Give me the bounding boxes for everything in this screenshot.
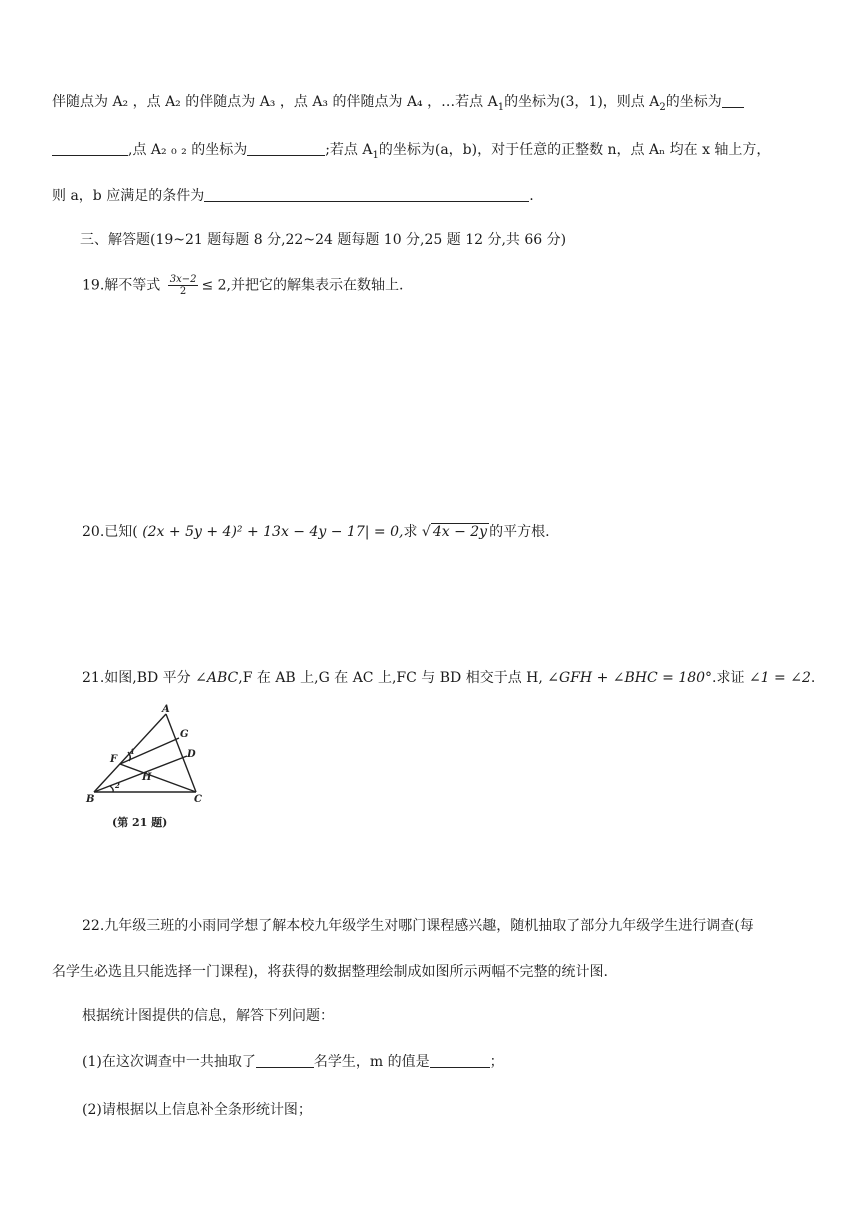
q18-blank-condition[interactable] — [204, 187, 529, 202]
q21-triangle-figure — [84, 702, 224, 834]
q18-blank-a2[interactable] — [722, 93, 744, 108]
q22-line2 — [52, 962, 860, 982]
q18-text-4: ,点 A₂ ₀ ₂ 的坐标为 — [128, 142, 248, 158]
q20-sqrt: √ 4x − 2y — [421, 524, 488, 540]
q22-sub2-text: (2)请根据以上信息补全条形统计图； — [82, 1102, 312, 1118]
q18-line2 — [52, 140, 860, 166]
q21-text-c: .求证 — [712, 670, 745, 686]
q21-text-b: ,F 在 AB 上,G 在 AC 上,FC 与 BD 相交于点 H, — [238, 670, 543, 686]
q19-prefix: 19.解不等式 — [82, 277, 161, 294]
q18-blank-a2022[interactable] — [247, 141, 325, 156]
label-d: D — [187, 749, 196, 760]
q19-frac-num: 3x−2 — [169, 274, 197, 285]
q20-prefix: 20.已知( — [82, 524, 138, 540]
q19 — [82, 274, 860, 297]
label-f: F — [110, 754, 118, 765]
q22-text-1: 22.九年级三班的小雨同学想了解本校九年级学生对哪门课程感兴趣，随机抽取了部分九年级学生进行调查(每 — [82, 918, 754, 934]
label-h: H — [142, 772, 152, 783]
q21-text-d: . — [810, 670, 816, 686]
figure-caption: (第 21 题) — [112, 816, 168, 829]
q18-blank-a2-cont[interactable] — [52, 141, 128, 156]
q22-sub1 — [82, 1052, 860, 1072]
section-heading — [80, 230, 860, 250]
segment-bd — [94, 756, 187, 792]
q22-sub2 — [82, 1100, 860, 1120]
q18-text-1: 伴随点为 A₂ ，点 A₂ 的伴随点为 A₃ ，点 A₃ 的伴随点为 A₄ ，…若点 A — [52, 94, 498, 110]
q18-line1 — [52, 92, 860, 118]
q18-text-6: 的坐标为(a，b)，对于任意的正整数 n，点 Aₙ 均在 x 轴上方， — [378, 142, 771, 158]
q22-sub1-text-b: 名学生，m 的值是 — [313, 1054, 430, 1070]
label-g: G — [180, 729, 189, 740]
q19-frac-den: 2 — [179, 286, 187, 297]
q21-angle-equation: ∠GFH + ∠BHC = 180° — [547, 670, 713, 686]
q22-sub1-text-c: ； — [489, 1054, 504, 1070]
q22-text-3: 根据统计图提供的信息，解答下列问题： — [82, 1008, 334, 1024]
label-b: B — [86, 794, 95, 805]
q22-blank-m[interactable] — [430, 1053, 490, 1068]
q18-text-3: 的坐标为 — [665, 94, 722, 110]
q18-text-8: . — [529, 188, 534, 204]
q18-text-2: 的坐标为(3，1)，则点 A — [504, 94, 660, 110]
q18-sub-2: 2 — [659, 101, 666, 113]
q20-sqrt-inner: 4x − 2y — [432, 524, 488, 540]
q20 — [82, 522, 860, 542]
q18-text-5: ;若点 A — [325, 142, 373, 158]
q22-blank-count[interactable] — [256, 1053, 314, 1068]
q18-text-7: 则 a，b 应满足的条件为 — [52, 188, 205, 204]
q19-rest: ≤ 2,并把它的解集表示在数轴上. — [201, 277, 404, 294]
q18-line3 — [52, 186, 860, 206]
q22-sub1-text-a: (1)在这次调查中一共抽取了 — [82, 1054, 256, 1070]
section-title: 三、解答题(19~21 题每题 8 分,22~24 题每题 10 分,25 题 12 分,共 66 分) — [80, 232, 567, 248]
q21-conclusion: ∠1 = ∠2 — [748, 670, 811, 686]
q22-text-2: 名学生必选且只能选择一门课程)，将获得的数据整理绘制成如图所示两幅不完整的统计图. — [52, 964, 608, 980]
label-c: C — [194, 794, 202, 805]
q22-line3 — [82, 1006, 860, 1026]
q22-line1 — [82, 916, 860, 936]
q19-fraction — [168, 274, 199, 297]
q21-text-a: 21.如图,BD 平分 — [82, 670, 191, 686]
q21 — [82, 668, 860, 688]
q20-mid: 求 — [403, 524, 418, 540]
label-2: 2 — [115, 781, 120, 790]
q20-suffix: 的平方根. — [489, 524, 550, 540]
q18-sub-3: 1 — [372, 149, 379, 161]
angle-2-arc — [110, 786, 113, 792]
label-1: 1 — [130, 747, 135, 756]
q21-angle-abc: ∠ABC — [195, 670, 239, 686]
q18-sub-1: 1 — [497, 101, 505, 113]
q20-expression: (2x + 5y + 4)² + 13x − 4y − 17| = 0, — [142, 524, 404, 540]
label-a: A — [162, 704, 170, 715]
